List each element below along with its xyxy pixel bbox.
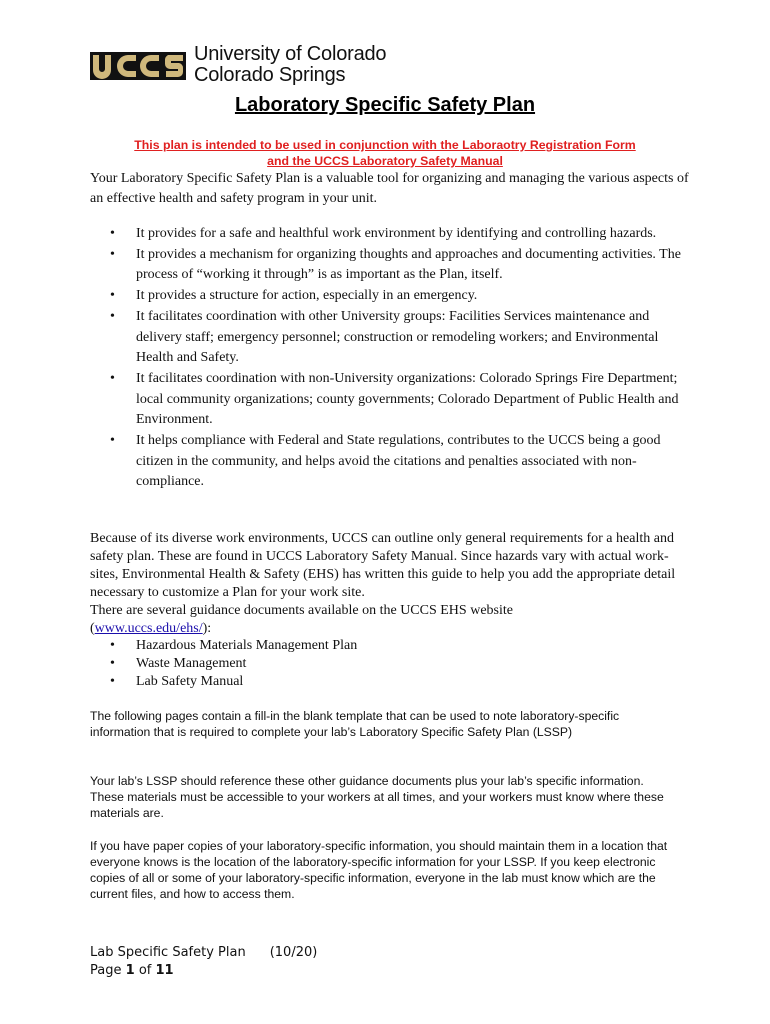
list-item: • Lab Safety Manual — [108, 673, 668, 691]
list-item: • It provides for a safe and healthful work environment by identifying and controlling hazards. — [108, 224, 688, 245]
lssp-reference-paragraph: Your lab’s LSSP should reference these other guidance documents plus your lab’s specific information. These materials must be accessible to your workers at all times, and your workers must know where these materials are. — [90, 774, 664, 820]
list-item: • It provides a structure for action, especially in an emergency. — [108, 286, 688, 307]
notice-line-1: This plan is intended to be used in conjunction with the Laboraotry Registration Form — [134, 138, 636, 152]
list-item: • It facilitates coordination with non-University organizations: Colorado Springs Fire Department; local community organizations; county governments; Colorado Department of Public Health and Environment. — [108, 369, 688, 431]
footer-doc-name: Lab Specific Safety Plan — [90, 945, 246, 960]
uccs-logo-mark — [90, 52, 186, 80]
footer-page-number — [90, 962, 490, 980]
list-item: • It helps compliance with Federal and State regulations, contributes to the UCCS being a good citizen in the community, and helps avoid the citations and penalties associated with non-compliance. — [108, 431, 688, 493]
university-line-2: Colorado Springs — [194, 64, 346, 86]
requirements-text: Because of its diverse work environments, UCCS can outline only general requirements for a health and safety plan. These are found in UCCS Laboratory Safety Manual. Since hazards vary with actual work-sites, Environmental Health & Safety (EHS) has written this guide to help you add the appropriate detail necessary to customize a Plan for your work site. — [90, 531, 676, 600]
guidance-docs-list — [108, 637, 668, 691]
intro-paragraph: Your Laboratory Specific Safety Plan is a valuable tool for organizing and managing the various aspects of an effective health and safety program in your unit. — [90, 171, 689, 206]
uccs-logo — [90, 44, 390, 90]
page-word: Page — [90, 963, 122, 978]
guidance-intro: There are several guidance documents available on the UCCS EHS website — [90, 603, 513, 618]
page-title: Laboratory Specific Safety Plan — [234, 94, 536, 116]
of-word: of — [138, 963, 152, 978]
list-item: • Waste Management — [108, 655, 668, 673]
notice-text — [90, 137, 680, 169]
total-pages: 11 — [155, 963, 174, 978]
list-item: • It provides a mechanism for organizing thoughts and approaches and documenting activities. The process of “working it through” is as important as the Plan, itself. — [108, 245, 688, 286]
template-paragraph: The following pages contain a fill-in the blank template that can be used to note laboratory-specific information that is required to complete your lab’s Laboratory Specific Safety Plan (LSSP) — [90, 709, 620, 739]
ehs-website-link[interactable]: www.uccs.edu/ehs/ — [94, 621, 203, 636]
notice-line-2: and the UCCS Laboratory Safety Manual — [267, 154, 503, 168]
page-footer — [90, 944, 490, 980]
benefits-list — [108, 224, 688, 493]
list-item: • Hazardous Materials Management Plan — [108, 637, 668, 655]
guidance-link-line: (www.uccs.edu/ehs/): — [90, 621, 212, 636]
university-line-1: University of Colorado — [194, 43, 387, 65]
requirements-paragraph — [90, 530, 690, 638]
copies-paragraph: If you have paper copies of your laboratory-specific information, you should maintain them in a location that everyone knows is the location of the laboratory-specific information for your LSSP. If you keep electronic copies of all or some of your laboratory-specific information, everyone in the lab must know which are the current files, and how to access them. — [90, 839, 668, 901]
list-item: • It facilitates coordination with other University groups: Facilities Services maintenance and delivery staff; emergency personnel; construction or remodeling workers; and Environmental Health and Safety. — [108, 307, 688, 369]
university-name — [194, 44, 386, 86]
footer-revision: (10/20) — [269, 945, 318, 960]
current-page: 1 — [125, 963, 135, 978]
footer-doc-line — [90, 944, 490, 962]
